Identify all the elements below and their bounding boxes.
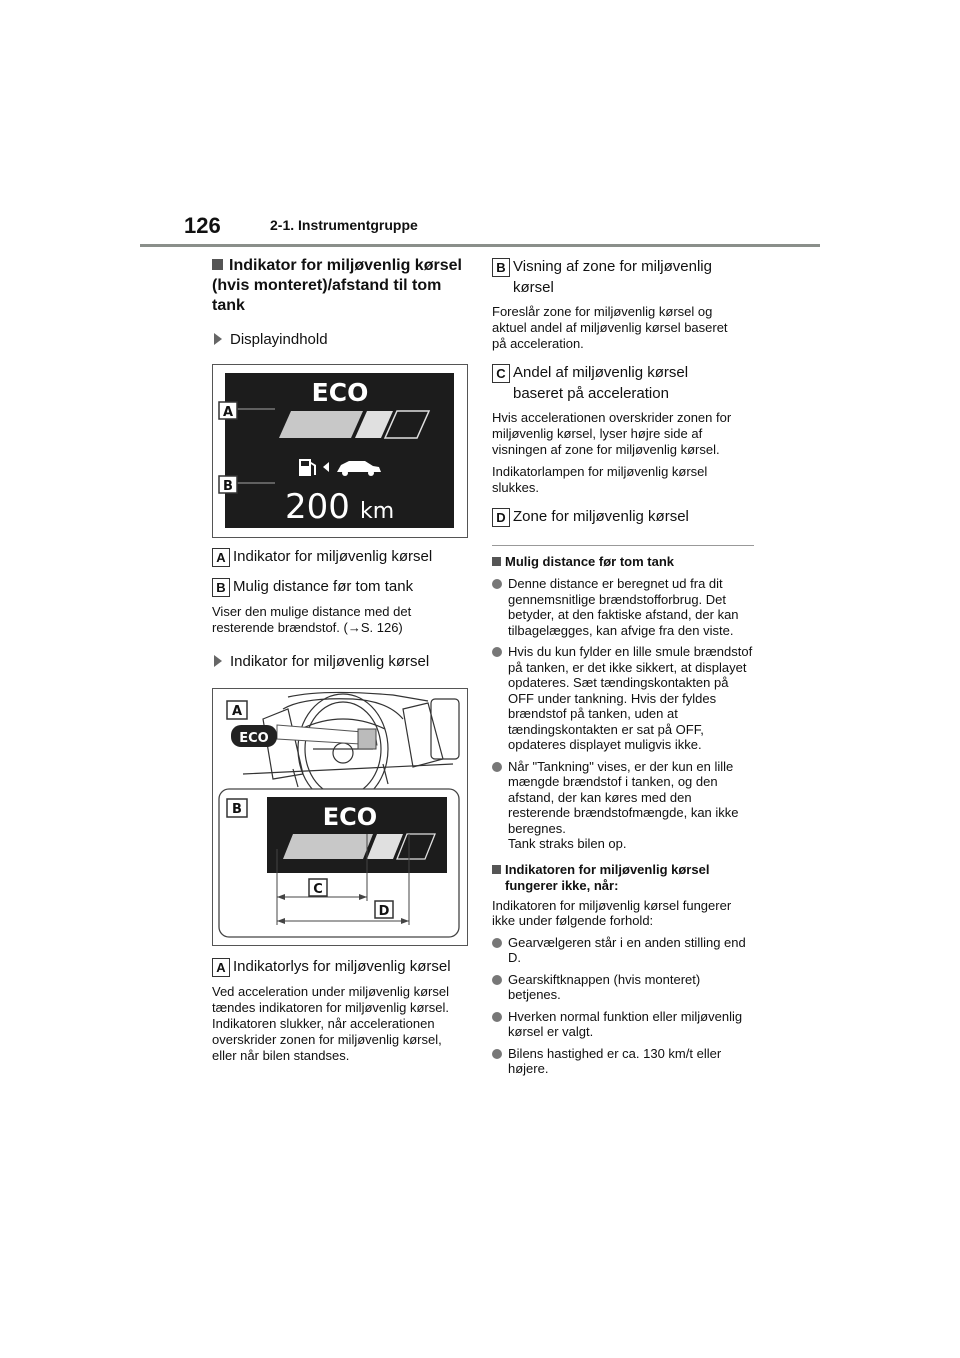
label-b-description: Viser den mulige distance med det resterende brændstof. (→S. 126) — [212, 604, 412, 636]
note2-bullet: Gearvælgeren står i en anden stilling end D. — [492, 935, 754, 966]
note2-bullet: Hverken normal funktion eller miljøvenlig kørsel er valgt. — [492, 1009, 754, 1040]
dashboard-sketch — [243, 692, 459, 804]
display-illustration — [213, 365, 466, 536]
label-c-right: C Andel af miljøvenlig kørsel baseret på acceleration — [492, 362, 754, 404]
note2-bullet: Bilens hastighed er ca. 130 km/t eller højere. — [492, 1046, 754, 1077]
left-column — [212, 256, 470, 1064]
label-a2: A Indikatorlys for miljøvenlig kørsel — [212, 956, 470, 978]
note1-heading: Mulig distance før tom tank — [492, 554, 754, 570]
subheading-display-content: Displayindhold — [212, 330, 470, 350]
note2-heading: Indikatoren for miljøvenlig kørsel fungerer ikke, når: — [492, 862, 754, 894]
marker-c: C — [313, 882, 323, 898]
label-a: A Indikator for miljøvenlig kørsel — [212, 546, 470, 568]
triangle-bullet-icon — [214, 333, 222, 345]
section-divider — [492, 545, 754, 546]
note1-bullet: Når "Tankning" vises, er der kun en lille mængde brændstof i tanken, og den afstand, der kan køres med den resterende brændstofmængde, kan ikke beregnes. Tank straks bilen op. — [492, 759, 754, 852]
b-description: Foreslår zone for miljøvenlig kørsel og aktuel andel af miljøvenlig kørsel baseret på acceleration. — [492, 304, 728, 351]
bullet-dot-icon — [492, 1012, 502, 1022]
note2-intro: Indikatoren for miljøvenlig kørsel fungerer ikke under følgende forhold: — [492, 897, 732, 928]
heading-square-icon — [492, 865, 501, 874]
letter-b-box: B — [212, 578, 230, 597]
bullet-dot-icon — [492, 579, 502, 589]
letter-c-box: C — [492, 364, 510, 383]
c-description-2: Indikatorlampen for miljøvenlig kørsel slukkes. — [492, 464, 708, 495]
note1-bullet: Hvis du kun fylder en lille smule brændstof på tanken, er det ikke sikkert, at displayet opdateres. Sæt tændingskontakten på OFF under tankning. Hvis der fyldes brændstof på tanken, uden at tændingskontakten er sat på OFF, opdateres displayet muligvis ikke. — [492, 644, 754, 753]
note1-bullet: Denne distance er beregnet ud fra dit gennemsnitlige brændstofforbrug. Det betyder, at den faktiske afstand, der kan tilbagelægges, kan afvige fra den viste. — [492, 576, 754, 638]
letter-a2-box: A — [212, 958, 230, 977]
marker-b: B — [223, 479, 233, 494]
letter-b-right-box: B — [492, 258, 510, 277]
section-title: 2-1. Instrumentgruppe — [270, 217, 418, 233]
eco-text: ECO — [311, 378, 369, 407]
distance-unit: km — [360, 499, 395, 524]
bullet-dot-icon — [492, 762, 502, 772]
label-b: B Mulig distance før tom tank — [212, 576, 470, 598]
marker-a: A — [222, 405, 234, 420]
label-a2-description: Ved acceleration under miljøvenlig kørsel tændes indikatoren for miljøvenlig kørsel. Indikatoren slukker, når accelerationen overskrider zonen for miljøvenlig kørsel, eller når bilen standses. — [212, 984, 449, 1064]
marker-a: A — [231, 704, 243, 720]
figure-eco-indicator — [212, 688, 468, 946]
marker-d: D — [378, 904, 390, 920]
header-rule — [140, 244, 820, 247]
letter-a-box: A — [212, 548, 230, 567]
triangle-bullet-icon — [214, 655, 222, 667]
eco-big-text: ECO — [322, 803, 378, 832]
c-description-1: Hvis accelerationen overskrider zonen for miljøvenlig kørsel, lyser højre side af visningen af zone for miljøvenlig kørsel. — [492, 410, 732, 457]
bullet-dot-icon — [492, 938, 502, 948]
marker-b: B — [232, 802, 242, 818]
bullet-dot-icon — [492, 1049, 502, 1059]
main-heading: Indikator for miljøvenlig kørsel (hvis monteret)/afstand til tom tank — [212, 257, 462, 314]
note2-bullet: Gearskiftknappen (hvis monteret) betjenes. — [492, 972, 754, 1003]
bullet-dot-icon — [492, 647, 502, 657]
letter-d-box: D — [492, 508, 510, 527]
label-d-right: D Zone for miljøvenlig kørsel — [492, 506, 754, 527]
label-b-right: B Visning af zone for miljøvenlig kørsel — [492, 256, 754, 298]
heading-square-icon — [212, 259, 223, 270]
distance-value: 200 — [285, 487, 350, 527]
right-column — [492, 256, 754, 1077]
eco-badge: ECO — [239, 731, 269, 747]
subheading-eco-indicator: Indikator for miljøvenlig kørsel — [212, 652, 470, 672]
page-number: 126 — [184, 213, 221, 238]
bullet-dot-icon — [492, 975, 502, 985]
eco-indicator-illustration — [213, 689, 466, 944]
figure-display — [212, 364, 468, 538]
heading-square-icon — [492, 557, 501, 566]
